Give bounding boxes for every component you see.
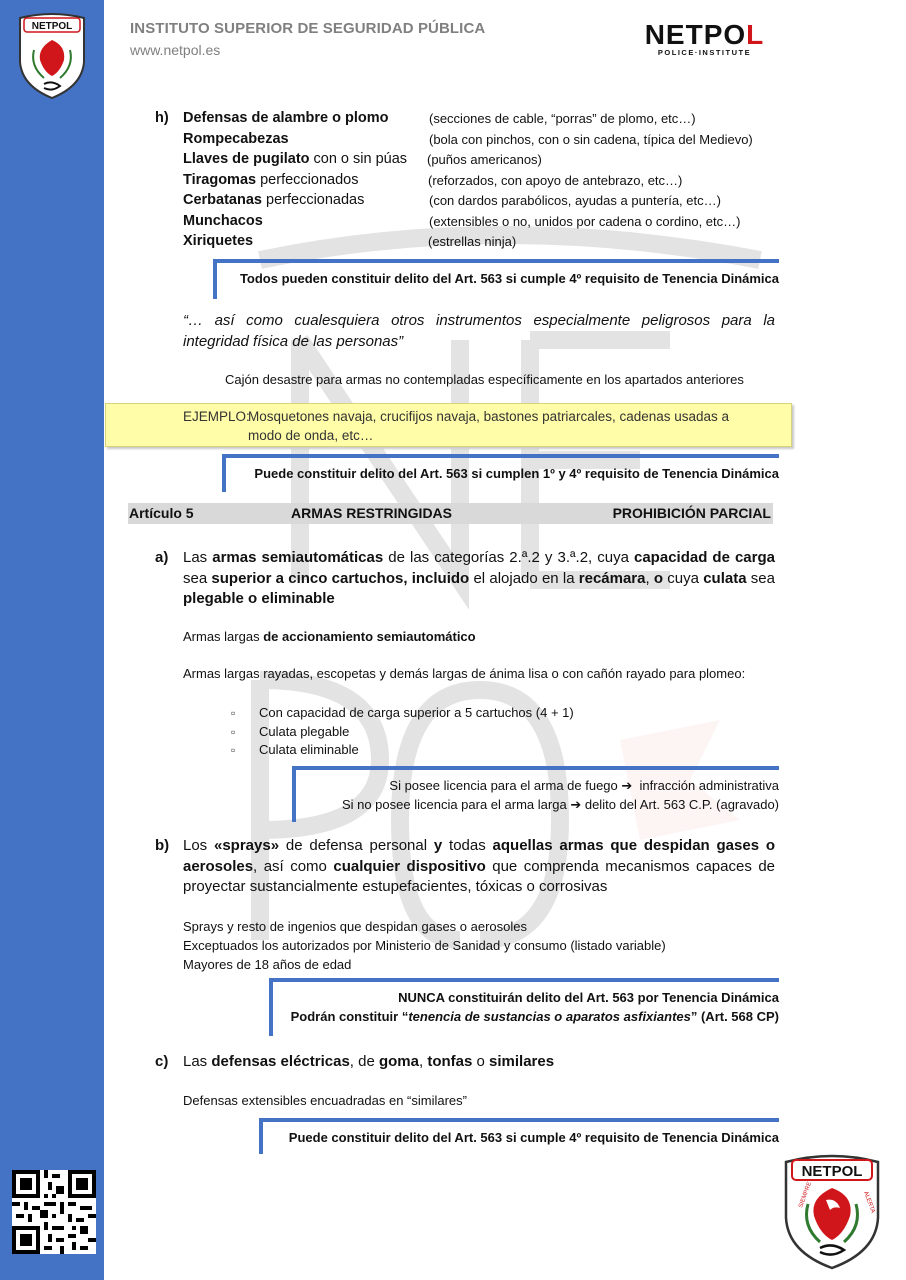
netpol-badge-logo bbox=[778, 1148, 886, 1272]
item-a-letter: a) bbox=[155, 549, 169, 566]
section-h-list bbox=[183, 108, 783, 252]
list-item: ▫ Con capacidad de carga superior a 5 cartuchos (4 + 1) bbox=[231, 704, 574, 723]
item-b-paragraph: Los «sprays» de defensa personal y todas aquellas armas que despidan gases o aerosoles, así como cualquier dispositivo que comprenda mecanismos capaces de proyectar sustancialmente estupefacientes, tóxicas o corrosivas bbox=[183, 837, 776, 895]
callout-b-line-1: NUNCA constituirán delito del Art. 563 por Tenencia Dinámica bbox=[398, 990, 779, 1005]
section-h-letter: h) bbox=[155, 110, 169, 126]
list-item: Xiriquetes (estrellas ninja) bbox=[183, 233, 517, 249]
left-sidebar-band bbox=[0, 0, 104, 1280]
arrow-right-icon: ➔ bbox=[621, 778, 633, 793]
list-item: Exceptuados los autorizados por Ministerio de Sanidad y consumo (listado variable) bbox=[183, 938, 666, 953]
example-line-2: modo de onda, etc… bbox=[248, 428, 374, 443]
item-c-letter: c) bbox=[155, 1053, 169, 1070]
list-item: Munchacos (extensibles o no, unidos por cadena o cordino, etc…) bbox=[183, 212, 741, 229]
item-a-sub2: Armas largas rayadas, escopetas y demás largas de ánima lisa o con cañón rayado para plomeo: bbox=[183, 666, 746, 681]
callout-a-line-1: Si posee licencia para el arma de fuego ➔ infracción administrativa bbox=[389, 778, 779, 793]
callout-h-example: Puede constituir delito del Art. 563 si cumplen 1º y 4º requisito de Tenencia Dinámica bbox=[222, 454, 779, 492]
item-b-letter: b) bbox=[155, 837, 170, 854]
item-c-note: Defensas extensibles encuadradas en “similares” bbox=[183, 1093, 467, 1108]
section-h-catch-all: Cajón desastre para armas no contempladas específicamente en los apartados anteriores bbox=[225, 372, 744, 387]
brand-name: NETPOL bbox=[644, 19, 765, 50]
callout-a-line-2: Si no posee licencia para el arma larga ➔ delito del Art. 563 C.P. (agravado) bbox=[341, 797, 779, 812]
arrow-right-icon: ➔ bbox=[570, 797, 582, 812]
article-scope: PROHIBICIÓN PARCIAL bbox=[612, 505, 771, 521]
netpol-brand-logo bbox=[632, 19, 777, 57]
list-item: Rompecabezas (bola con pinchos, con o sin cadena, típica del Medievo) bbox=[183, 130, 753, 147]
item-a-sub1: Armas largas de accionamiento semiautomático bbox=[183, 629, 476, 644]
callout-item-c: Puede constituir delito del Art. 563 si cumple 4º requisito de Tenencia Dinámica bbox=[259, 1118, 779, 1154]
list-item: Tiragomas perfeccionados (reforzados, con apoyo de antebrazo, etc…) bbox=[183, 171, 683, 188]
netpol-shield-logo bbox=[14, 10, 90, 100]
callout-b-line-2: Podrán constituir “tenencia de sustancias o aparatos asfixiantes” (Art. 568 CP) bbox=[290, 1009, 779, 1024]
example-highlight-box bbox=[105, 403, 792, 447]
section-h-quote: “… así como cualesquiera otros instrumentos especialmente peligrosos para la integridad física de las personas” bbox=[183, 312, 775, 350]
item-b-notes bbox=[183, 917, 666, 974]
example-line-1: Mosquetones navaja, crucifijos navaja, bastones patriarcales, cadenas usadas a bbox=[248, 409, 730, 424]
institute-website: www.netpol.es bbox=[130, 42, 221, 58]
svg-text:NETPOL: NETPOL bbox=[801, 1163, 863, 1180]
list-item: ▫ Culata plegable bbox=[231, 723, 574, 742]
list-item: ▫ Culata eliminable bbox=[231, 741, 574, 760]
list-item: Mayores de 18 años de edad bbox=[183, 957, 352, 972]
article-title: ARMAS RESTRINGIDAS bbox=[291, 505, 453, 521]
callout-h-all: Todos pueden constituir delito del Art. 563 si cumple 4º requisito de Tenencia Dinámica bbox=[213, 259, 779, 299]
list-item: Sprays y resto de ingenios que despidan gases o aerosoles bbox=[183, 919, 527, 934]
svg-text:ALERTA: ALERTA bbox=[862, 1190, 876, 1215]
article-number: Artículo 5 bbox=[129, 505, 194, 521]
list-item: Llaves de pugilato con o sin púas (puños americanos) bbox=[183, 151, 542, 167]
list-item: Defensas de alambre o plomo (secciones de cable, “porras” de plomo, etc…) bbox=[183, 110, 696, 126]
institute-name: INSTITUTO SUPERIOR DE SEGURIDAD PÚBLICA bbox=[130, 20, 486, 37]
item-a-paragraph: Las armas semiautomáticas de las categorías 2.ª.2 y 3.ª.2, cuya capacidad de carga sea superior a cinco cartuchos, incluido el alojado en la recámara, o cuya culata sea plegable o eliminable bbox=[183, 549, 775, 607]
item-a-bullets bbox=[231, 704, 574, 760]
qr-code[interactable] bbox=[12, 1170, 96, 1254]
svg-text:SIEMPRE: SIEMPRE bbox=[798, 1181, 814, 1209]
example-label: EJEMPLO: bbox=[183, 409, 250, 424]
brand-subtitle: POLICE·INSTITUTE bbox=[657, 48, 752, 57]
callout-item-b bbox=[269, 978, 779, 1036]
list-item: Cerbatanas perfeccionadas (con dardos parabólicos, ayudas a puntería, etc…) bbox=[183, 192, 721, 208]
article-5-header bbox=[128, 503, 773, 524]
svg-text:NETPOL: NETPOL bbox=[31, 21, 73, 32]
callout-item-a bbox=[292, 766, 779, 822]
item-c-paragraph: Las defensas eléctricas, de goma, tonfas o similares bbox=[183, 1053, 555, 1070]
